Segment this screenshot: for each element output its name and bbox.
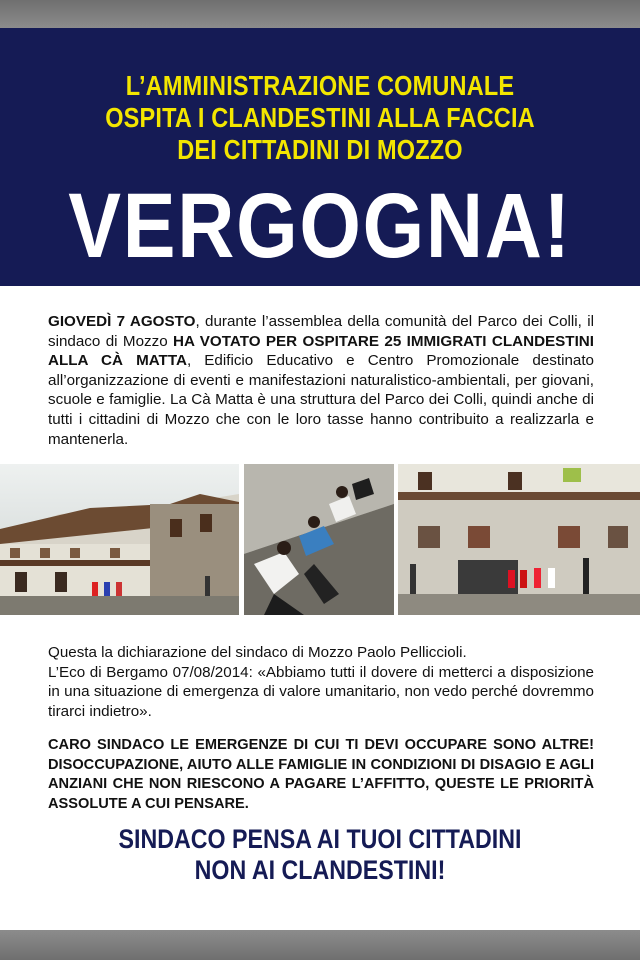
bottom-frame-strip <box>0 930 640 960</box>
flyer-page <box>0 28 640 930</box>
photo-people-on-wall <box>244 464 394 615</box>
headline-line-2: OSPITA I CLANDESTINI ALLA FACCIA <box>105 102 535 133</box>
header-banner <box>0 28 640 286</box>
photo-lodge-facade <box>398 464 640 615</box>
appeal-paragraph: CARO SINDACO LE EMERGENZE DI CUI TI DEVI OCCUPARE SONO ALTRE! DISOCCUPAZIONE, AIUTO ALLE FAMIGLIE IN CONDIZIONI DI DISAGIO E AGLI ANZIANI CHE NON RIESCONO A PAGARE L’AFFITTO, QUESTE LE PRIORITÀ ASSOLUTE A CUI PENSARE. <box>48 737 594 812</box>
headline-line-1: L’AMMINISTRAZIONE COMUNALE <box>125 70 515 101</box>
mayor-quote <box>48 643 594 721</box>
quote-line-2: L’Eco di Bergamo 07/08/2014: «Abbiamo tutti il dovere di metterci a disposizione in una situazione di emergenza di valore umanitario, non vedo perché dovremmo tirarci indietro». <box>48 663 594 720</box>
shout-title: VERGOGNA! <box>68 175 572 277</box>
headline-line-3: DEI CITTADINI DI MOZZO <box>177 134 463 165</box>
quote-line-1: Questa la dichiarazione del sindaco di Mozzo Paolo Pelliccioli. <box>48 644 467 661</box>
top-frame-strip <box>0 0 640 28</box>
closing-line-1: SINDACO PENSA AI TUOI CITTADINI <box>118 824 522 854</box>
photo-lodge-front <box>0 464 239 615</box>
intro-text-1: , durante l’assemblea della comunità del Parco dei Colli, il sindaco di Mozzo <box>48 313 595 350</box>
intro-date: GIOVEDÌ 7 AGOSTO <box>48 313 196 330</box>
closing-line-2: NON AI CLANDESTINI! <box>194 855 446 885</box>
intro-paragraph <box>48 312 594 449</box>
closing-slogan <box>45 824 595 886</box>
headline <box>51 70 589 166</box>
intro-vote: HA VOTATO PER OSPITARE 25 IMMIGRATI CLANDESTINI ALLA CÀ MATTA <box>48 332 594 370</box>
photo-strip <box>0 464 640 615</box>
intro-text-2: , Edificio Educativo e Centro Promozionale destinato all’organizzazione di eventi e manifestazioni naturalistico-ambientali, per giovani, scuole e famiglie. La Cà Matta è una struttura del Parco dei Colli, quindi anche di tutti i cittadini di Mozzo che con le loro tasse hanno contribuito a realizzarla e mantenerla. <box>48 352 595 448</box>
